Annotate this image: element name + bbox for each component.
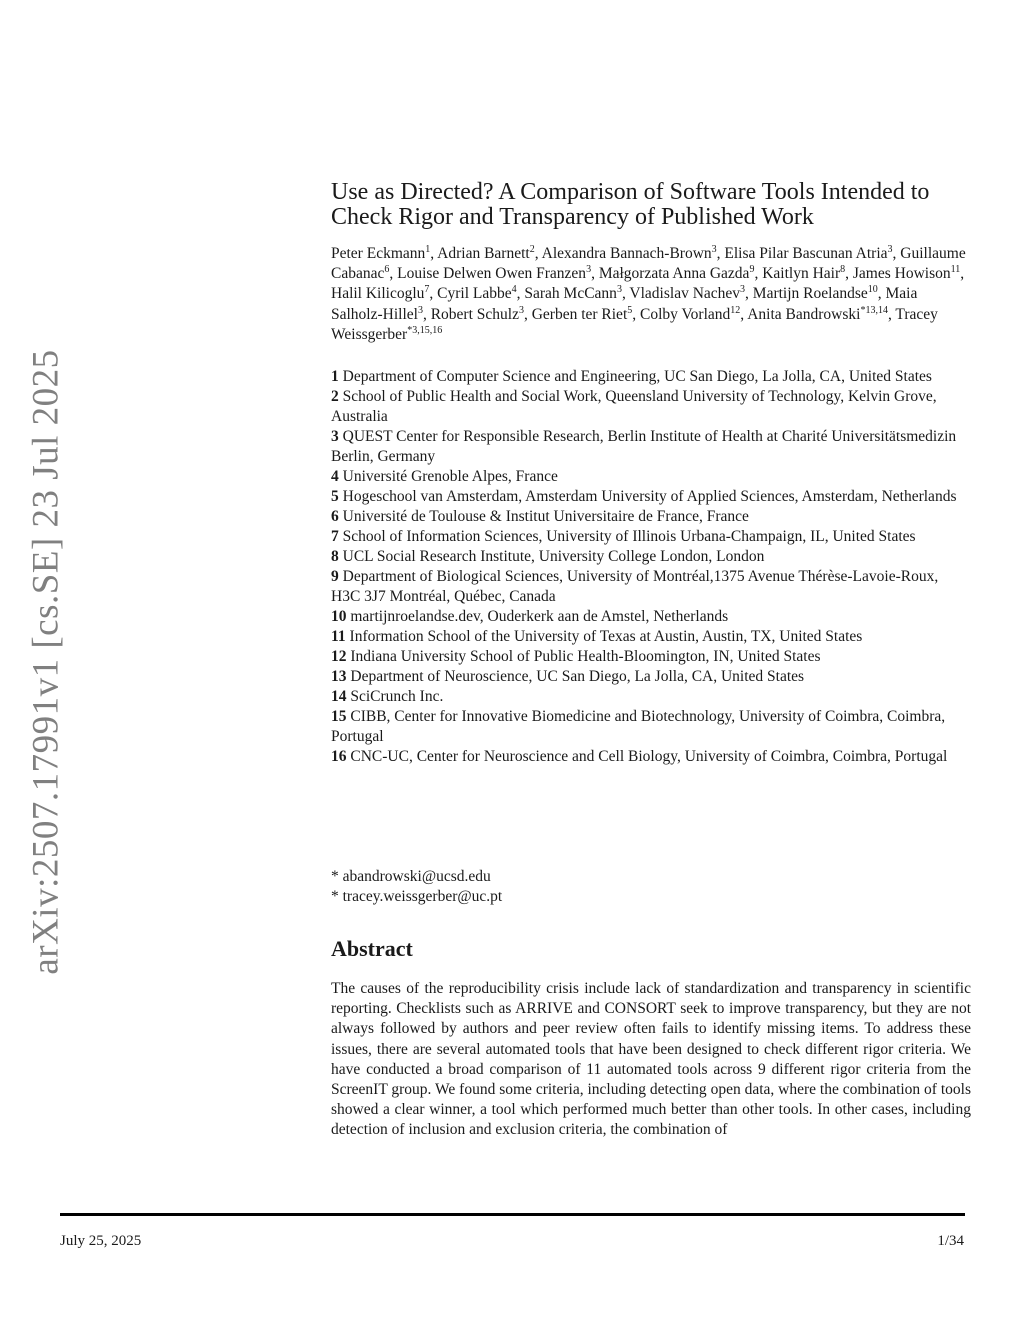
author — [437, 245, 535, 262]
author-affiliation-mark: 4 — [511, 284, 517, 296]
affiliation-item — [331, 507, 971, 527]
author-affiliation-mark: 7 — [424, 284, 430, 296]
author-name: Anita Bandrowski — [747, 305, 861, 323]
affiliation-item — [331, 747, 971, 767]
email-line[interactable]: * abandrowski@ucsd.edu — [331, 868, 491, 885]
author — [762, 265, 845, 282]
affiliation-number: 1 — [331, 368, 339, 385]
author-name: Colby Vorland — [640, 305, 731, 323]
affiliation-text: Université de Toulouse & Institut Universitaire de France, France — [338, 508, 749, 525]
affiliation-item — [331, 427, 971, 467]
author — [542, 245, 717, 262]
affiliation-number: 7 — [331, 528, 339, 545]
author — [524, 285, 622, 302]
author-affiliation-mark: 3 — [616, 284, 622, 296]
title-line: Check Rigor and Transparency of Published Work — [331, 204, 814, 230]
affiliation-list — [331, 367, 971, 767]
affiliation-text: Indiana University School of Public Health-Bloomington, IN, United States — [346, 648, 821, 665]
author — [640, 306, 740, 323]
affiliation-number: 3 — [331, 428, 339, 445]
author-affiliation-mark: 3 — [586, 264, 592, 276]
affiliation-number: 16 — [331, 748, 347, 765]
author-name: Kaitlyn Hair — [762, 265, 841, 283]
author-affiliation-mark: 1 — [425, 243, 431, 255]
page-number: 1/34 — [937, 1233, 964, 1249]
author-name: Małgorzata Anna Gazda — [598, 265, 750, 283]
abstract-body: The causes of the reproducibility crisis include lack of standardization and transparency in scientific reporting. Checklists such as ARRIVE and CONSORT seek to improve transparency, but they are not always followed by authors and peer review often fails to identify missing items. To address these issues, there are several automated tools that have been designed to check different rigor criteria. We have conducted a broad comparison of 11 automated tools across 9 different rigor criteria from the ScreenIT group. We found some criteria, including detecting open data, where the combination of tools showed a clear winner, a tool which performed much better than other tools. In other cases, including detection of inclusion and exclusion criteria, the combination of — [331, 980, 971, 1139]
affiliation-text: UCL Social Research Institute, University College London, London — [338, 548, 765, 565]
author-name: James Howison — [852, 265, 951, 283]
author-list: Peter Eckmann$^1$, Adrian Barnett$^2$, Alexandra Bannach-Brown$^3$, Elisa Pilar Bascunan Atria$^3$, Guillaume Cabanac$^6$, Louise Delwen Owen Franzen$^3$, Małgorzata Anna Gazda$^9$, Kaitlyn Hair$^8$, James Howison$^{11}$, Halil Kilicoglu$^7$, Cyril Labbe$^4$, Sarah McCann$^3$, Vladislav Nachev$^3$, Martijn Roelandse$^{10}$, Maia Salholz-Hillel$^3$, Robert Schulz$^3$, Gerben ter Riet$^5$, Colby Vorland$^{12}$, Anita Bandrowski$^{*13,14}$, Tracey Weissgerber$^{*3,15,16}$ — [331, 243, 966, 343]
affiliation-number: 15 — [331, 708, 347, 725]
affiliation-item — [331, 687, 971, 707]
affiliation-text: School of Information Sciences, University of Illinois Urbana-Champaign, IL, United States — [338, 528, 916, 545]
author-affiliation-mark: *3,15,16 — [407, 324, 443, 336]
author — [431, 306, 524, 323]
affiliation-text: SciCrunch Inc. — [346, 688, 444, 705]
author-name: Alexandra Bannach-Brown — [541, 245, 712, 262]
arxiv-identifier-stamp: arXiv:2507.17991v1 [cs.SE] 23 Jul 2025 — [25, 349, 67, 975]
corresponding-emails — [331, 867, 971, 907]
footer-rule — [60, 1213, 965, 1216]
author-name: Tracey Weissgerber — [331, 305, 938, 343]
author-affiliation-mark: 11 — [950, 264, 961, 276]
affiliation-item — [331, 527, 971, 547]
affiliation-item — [331, 387, 971, 427]
author-name: Elisa Pilar Bascunan Atria — [724, 245, 888, 262]
footer-date: July 25, 2025 — [60, 1233, 142, 1249]
affiliation-number: 9 — [331, 568, 339, 585]
affiliation-item — [331, 547, 971, 567]
affiliation-item — [331, 607, 971, 627]
affiliation-number: 13 — [331, 668, 347, 685]
affiliation-item — [331, 647, 971, 667]
affiliation-item — [331, 627, 971, 647]
author — [397, 265, 591, 282]
affiliation-text: Information School of the University of Texas at Austin, Austin, TX, United States — [345, 628, 863, 645]
affiliation-text: Hogeschool van Amsterdam, Amsterdam University of Applied Sciences, Amsterdam, Netherlands — [338, 488, 957, 505]
author-affiliation-mark: 3 — [887, 243, 893, 255]
author-name: Guillaume Cabanac — [331, 245, 966, 283]
paper-title — [331, 180, 971, 230]
author-name: Adrian Barnett — [437, 245, 530, 262]
author-name: Halil Kilicoglu — [331, 285, 425, 303]
author — [724, 245, 892, 262]
affiliation-text: Université Grenoble Alpes, France — [338, 468, 558, 485]
affiliation-number: 8 — [331, 548, 339, 565]
author — [331, 285, 429, 302]
author-affiliation-mark: 6 — [384, 264, 390, 276]
author-name: Martijn Roelandse — [752, 285, 868, 303]
author-affiliation-mark: 8 — [840, 264, 846, 276]
title-line: Use as Directed? A Comparison of Software Tools Intended to — [331, 179, 930, 205]
affiliation-item — [331, 567, 971, 607]
author-affiliation-mark: 5 — [627, 304, 633, 316]
author-affiliation-mark: 3 — [417, 304, 423, 316]
author-name: Sarah McCann — [524, 285, 617, 303]
author-name: Peter Eckmann — [331, 245, 426, 262]
author — [331, 245, 430, 262]
affiliation-number: 6 — [331, 508, 339, 525]
author-affiliation-mark: 10 — [867, 284, 878, 296]
affiliation-number: 10 — [331, 608, 347, 625]
arxiv-sidebar — [6, 349, 86, 975]
author — [437, 285, 516, 302]
affiliation-text: Department of Biological Sciences, University of Montréal,1375 Avenue Thérèse-Lavoie-Roux, H3C 3J7 Montréal, Québec, Canada — [331, 568, 939, 605]
affiliation-number: 12 — [331, 648, 347, 665]
affiliation-text: martijnroelandse.dev, Ouderkerk aan de Amstel, Netherlands — [346, 608, 729, 625]
author-affiliation-mark: 3 — [518, 304, 524, 316]
affiliation-number: 14 — [331, 688, 347, 705]
affiliation-text: Department of Computer Science and Engineering, UC San Diego, La Jolla, CA, United States — [338, 368, 932, 385]
author-affiliation-mark: *13,14 — [860, 304, 888, 316]
affiliation-text: CIBB, Center for Innovative Biomedicine and Biotechnology, University of Coimbra, Coimbra, Portugal — [331, 708, 946, 745]
author-affiliation-mark: 2 — [529, 243, 535, 255]
author — [853, 265, 960, 282]
author — [629, 285, 745, 302]
abstract-heading: Abstract — [331, 936, 413, 961]
author-name: Maia Salholz-Hillel — [331, 285, 918, 323]
author — [599, 265, 755, 282]
affiliation-number: 11 — [331, 628, 346, 645]
affiliation-text: QUEST Center for Responsible Research, Berlin Institute of Health at Charité Universitätsmedizin Berlin, Germany — [331, 428, 957, 465]
author-name: Louise Delwen Owen Franzen — [397, 265, 587, 283]
affiliation-item — [331, 487, 971, 507]
affiliation-number: 5 — [331, 488, 339, 505]
author-name: Robert Schulz — [430, 305, 519, 323]
author-name: Vladislav Nachev — [629, 285, 741, 303]
affiliation-text: CNC-UC, Center for Neuroscience and Cell Biology, University of Coimbra, Coimbra, Portugal — [346, 748, 948, 765]
affiliation-item — [331, 707, 971, 747]
author-affiliation-mark: 3 — [711, 243, 717, 255]
affiliation-number: 2 — [331, 388, 339, 405]
author — [753, 285, 878, 302]
author-name: Cyril Labbe — [437, 285, 512, 303]
author — [747, 306, 888, 323]
author-affiliation-mark: 3 — [740, 284, 746, 296]
author-affiliation-mark: 12 — [730, 304, 741, 316]
email-line[interactable]: * tracey.weissgerber@uc.pt — [331, 888, 503, 905]
affiliation-number: 4 — [331, 468, 339, 485]
affiliation-text: School of Public Health and Social Work, Queensland University of Technology, Kelvin Grove, Australia — [331, 388, 937, 425]
affiliation-item — [331, 467, 971, 487]
author — [532, 306, 633, 323]
author-name: Gerben ter Riet — [531, 305, 628, 323]
affiliation-item — [331, 667, 971, 687]
author-affiliation-mark: 9 — [749, 264, 755, 276]
affiliation-item — [331, 367, 971, 387]
affiliation-text: Department of Neuroscience, UC San Diego, La Jolla, CA, United States — [346, 668, 805, 685]
